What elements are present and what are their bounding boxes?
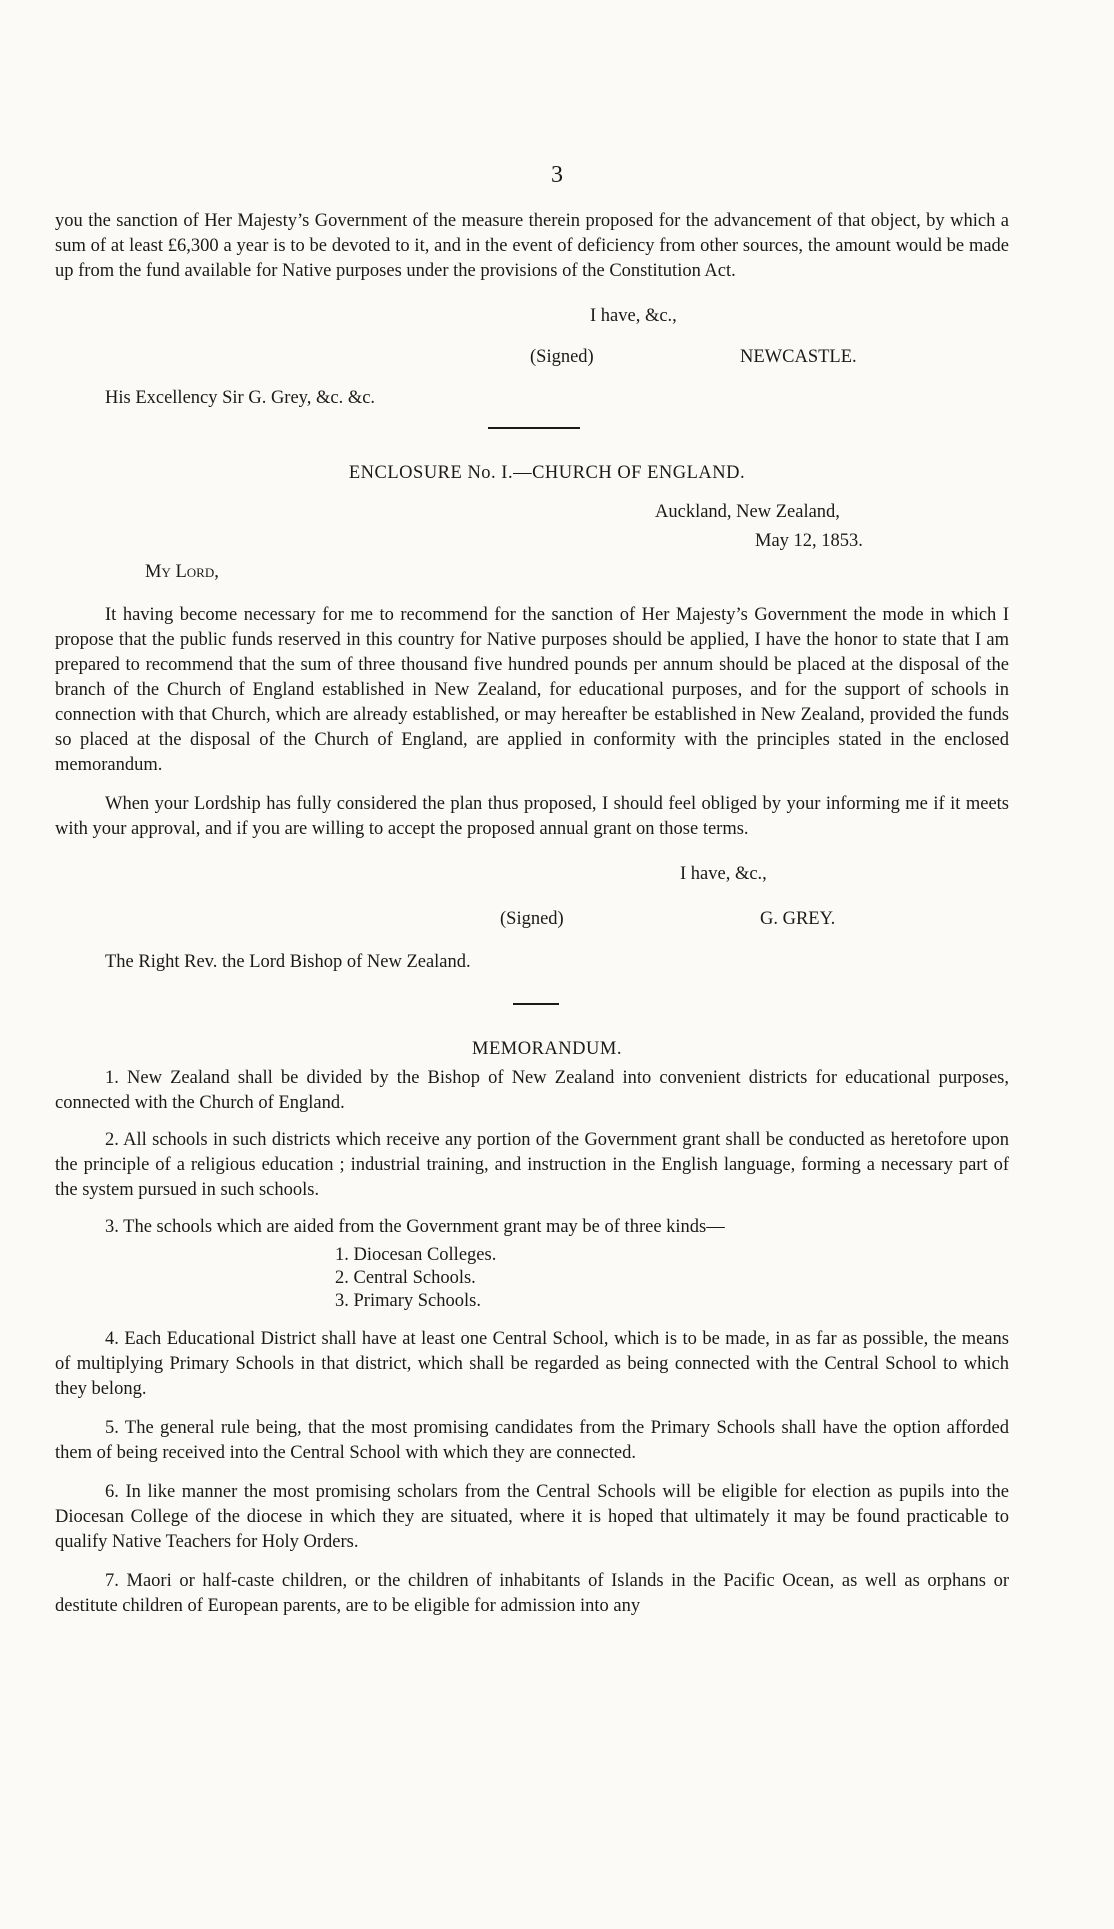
letter2-signature-row	[55, 909, 1009, 934]
letter2-place: Auckland, New Zealand,	[655, 502, 840, 522]
letter2-signature: G. GREY.	[760, 909, 836, 929]
letter2-signed-label: (Signed)	[500, 909, 564, 929]
letter1-signature: NEWCASTLE.	[740, 347, 857, 367]
opening-paragraph: you the sanction of Her Majesty’s Government of the measure therein proposed for the advancement of that object, by which a sum of at least £6,300 a year is to be devoted to it, and in the event of deficiency from other sources, the amount would be made up from the fund available for Native purposes under the provisions of the Constitution Act.	[55, 211, 1009, 281]
memorandum-item-3: 3. The schools which are aided from the Government grant may be of three kinds—	[105, 1217, 725, 1237]
school-kinds-list	[335, 1244, 1009, 1313]
letter2-closing-row	[55, 864, 1009, 889]
letter2-date-row	[55, 531, 1009, 556]
memorandum-item-5: 5. The general rule being, that the most promising candidates from the Primary Schools shall have the option afforded them of being received into the Central School with which they are connected.	[55, 1418, 1009, 1463]
letter1-closing: I have, &c.,	[590, 306, 677, 326]
letter1-closing-row	[55, 306, 1009, 331]
letter2-closing: I have, &c.,	[680, 864, 767, 884]
enclosure-heading: ENCLOSURE No. I.—CHURCH OF ENGLAND.	[348, 463, 746, 483]
letter2-addressee: The Right Rev. the Lord Bishop of New Zealand.	[105, 952, 471, 972]
memorandum-item-6: 6. In like manner the most promising scholars from the Central Schools will be eligible for election as pupils into the Diocesan College of the diocese in which they are situated, where it is hoped that ultimately it may be found practicable to qualify Native Teachers for Holy Orders.	[55, 1482, 1009, 1552]
school-kind-item: 3. Primary Schools.	[335, 1291, 481, 1311]
letter2-place-row	[55, 502, 1009, 527]
letter1-signed-label: (Signed)	[530, 347, 594, 367]
letter2-paragraph-2: When your Lordship has fully considered the plan thus proposed, I should feel obliged by your informing me if it meets with your approval, and if you are willing to accept the proposed annual grant on those terms.	[55, 794, 1009, 839]
memorandum-item-4: 4. Each Educational District shall have at least one Central School, which is to be made, in as far as possible, the means of multiplying Primary Schools in that district, which shall be regarded as being connected with the Central School to which they belong.	[55, 1329, 1009, 1399]
school-kind-item: 1. Diocesan Colleges.	[335, 1245, 497, 1265]
letter1-addressee: His Excellency Sir G. Grey, &c. &c.	[105, 388, 376, 408]
memorandum-item-1: 1. New Zealand shall be divided by the Bishop of New Zealand into convenient districts for educational purposes, connected with the Church of England.	[55, 1068, 1009, 1113]
school-kind-item: 2. Central Schools.	[335, 1268, 476, 1288]
memorandum-item-2: 2. All schools in such districts which receive any portion of the Government grant shall be conducted as heretofore upon the principle of a religious education ; industrial training, and instruction in the English language, forming a necessary part of the system pursued in such schools.	[55, 1130, 1009, 1200]
memorandum-heading: MEMORANDUM.	[472, 1039, 622, 1059]
page-number: 3	[551, 162, 563, 188]
letter1-signature-row	[55, 347, 1009, 372]
letter2-date: May 12, 1853.	[755, 531, 863, 551]
memorandum-item-7: 7. Maori or half-caste children, or the children of inhabitants of Islands in the Pacific Ocean, as well as orphans or destitute children of European parents, are to be eligible for admission into any	[55, 1571, 1009, 1616]
letter2-paragraph-1: It having become necessary for me to recommend for the sanction of Her Majesty’s Government the mode in which I propose that the public funds reserved in this country for Native purposes should be applied, I have the honor to state that I am prepared to recommend that the sum of three thousand five hundred pounds per annum should be placed at the disposal of the branch of the Church of England established in New Zealand, for educational purposes, and for the support of schools in connection with that Church, which are already established, or may hereafter be established in New Zealand, provided the funds so placed at the disposal of the Church of England, are applied in conformity with the principles stated in the enclosed memorandum.	[55, 605, 1009, 775]
letter2-salutation: My Lord,	[145, 562, 219, 582]
